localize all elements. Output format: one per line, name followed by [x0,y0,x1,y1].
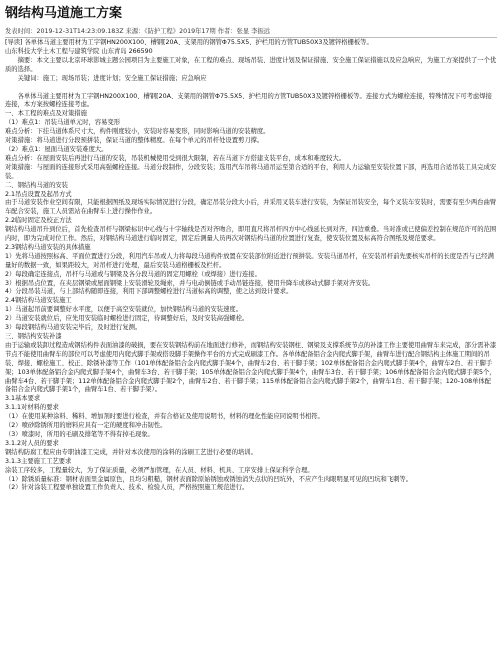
body-paragraph: 3.1.1对材料的要求 [5,404,59,412]
keywords: 关键词：施工；现场吊装；进度计划；安全施工保证措施；应急响应 [17,74,207,82]
body-paragraph: 2）每段确定连接点，吊杆与马道或与钢梁及各分段马道的固定用螺栓（或焊接）进行连接。 [5,270,261,278]
body-paragraph: （2）喷砂除锈所用的磨料应具有一定的硬度和冲击韧性。 [5,422,167,430]
body-paragraph: （1）在使用某种涂料、稀料、增加剂时要进行检查，并有合格证及使用说明书，材料的理化性能应同说明书相符。 [5,413,324,421]
body-paragraph: 3.1.2对人员的要求 [5,439,59,447]
body-paragraph: （2）针对涂装工程要单独设置工作负责人、技术、检验人员，严格按照施工规范进行。 [5,484,249,492]
body-paragraph: 3）根据吊点位置，在夹层钢梁或屋面钢梁上安装滑轮及绳索，并与电动倒链或手动吊链连接，使用升降车或移动式脚手架对齐安装。 [5,279,375,287]
body-paragraph: 4）分段吊装马道，与上部结构随即连接，利用下部调整螺栓进行马道标高的调整，使之达到设计要求。 [5,288,293,296]
body-paragraph: 钢结构防腐工程应由专职油漆工完成，并针对本次使用的涂料的涂刷工艺进行必要的培训。 [5,448,257,456]
body-paragraph: 由于运输或装卸过程造成钢结构件表面油漆的破损，要在安装钢结构前在地面进行修补，而钢结构安装钢柱、钢梁及支撑系统节点的补漆工作主要使用曲臂车来完成，部分需补漆节点不能使用曲臂车的部位可以考虑使用内爬式脚手架或搭设脚手架操作平台的方式完成刷漆工作。各单体配备铝合金内爬式脚手架，曲臂车进行配合钢结构主体施工期间的吊装、焊接、螺栓施工、校正、除锈补漆等工作（101单体配备铝合金内爬式脚手架4个，曲臂车2台、若干脚手架；102单体配备铝合金内爬式脚手架4个，曲臂车2台、若干脚手架；103单体配备铝合金内爬式脚手架4个，曲臂车3台、若干脚手架；105单体配备铝合金内爬式脚手架4个，曲臂车3台、若干脚手架；106单体配备铝合金内爬式脚手架5个，曲臂车4台、若干脚手架；112单体配备铝合金内爬式脚手架2个，曲臂车2台、若干脚手架；115单体配备铝合金内爬式脚手架2个，曲臂车1台、若干脚手架；120-108单体配备铝合金内爬式脚手架1个，曲臂车1台、若干脚手架）。 [5,341,497,394]
body-paragraph: 3.1.3主要施工工艺要求 [5,457,72,465]
body-paragraph: 各单体马道主要用材为工字钢HN200X100、槽钢[20A、支架用的钢管Φ75.5X5、护栏用的方管TUB50X3及镀锌格栅板等。连接方式为螺栓连接，特殊情况下可考虑焊接连接，本方案按螺栓连接考虑。 [5,92,492,109]
page-title: 钢结构马道施工方案 [5,6,123,21]
body-paragraph: 1）先将马道按照标高、平面位置进行分段，利用汽车吊或人力将每段马道构件放置在安装部位附近进行预拼装。安装马道吊杆，在安装吊杆前先要核实吊杆的长度是否与已经满量好的数据一致，如果距较大，对吊杆进行处理，最后安装马道格栅板及栏杆。 [5,252,494,269]
body-paragraph: 2.1吊点设置及起吊方式 [5,190,72,198]
article [5,6,497,493]
body-paragraph: 1）马道起吊前要调整好水平度，以便于高空安装就位，加快钢结构马道的安装速度。 [5,306,242,314]
body-paragraph: 3.1基本要求 [5,395,41,403]
body-paragraph: 2.4钢结构马道安装施工 [5,297,72,305]
body-paragraph: （3）喷漆时，所用的毛刷及排笔等不得有掉毛现象。 [5,430,154,438]
body-paragraph: 2.2临时固定及校正方法 [5,217,72,225]
body-paragraph: 三、钢结构安装补漆 [5,333,62,340]
body-paragraph: 3）每段钢结构马道安装完毕后，及时进行复测。 [5,324,142,332]
affiliation: 山东科技大学土木工程与建筑学院 山东青岛 266590 [5,47,153,55]
body-paragraph: 对策措施：将马道进行分段预拼装，保证马道的整体精度。在每个单元的吊杆处设置剪刀撑。 [5,137,264,145]
body-paragraph: 钢结构马道吊升到位后，首先检查吊杆与钢梁标识中心线与十字轴线是否对齐吻合，即用直尺将吊杆四方中心线延长到对齐，四边重叠。当对准或已使偏差控制在规范许可的范围内时，即为完成对位工作。然后，对钢结构马道进行临时固定，固定后测量人员再次对钢结构马道的位置进行复查，使安装位置及标高符合图纸及规范要求。 [5,226,497,243]
body-paragraph: 由于马道安装作业空间有限，只能根据图纸及现场实际情况进行分段，确定吊装分段大小后，并采用叉装车进行安装，为保证吊装安全，每个叉装车安装时，需要有至少两台曲臂车配合安装，施工人员需站在曲臂车上进行操作作业。 [5,199,497,216]
body-paragraph: 2）马道安装就位后，应先用安装临时螺栓进行固定，待调整好后，及时安装高强螺栓。 [5,315,249,323]
body-paragraph: 一、本工程的难点及对策措施 [5,110,87,118]
spacer [5,84,497,93]
body-paragraph: 二、钢结构马道的安装 [5,181,68,189]
body-paragraph: （2）难点1：屋面马道安装难度大。 [5,145,108,153]
divider [5,37,497,38]
abstract-block [5,39,497,84]
body-paragraph: 难点分析：在屋面安装后再进行马道的安装，吊装机械使用受到很大限制，若在马道下方搭建支装平台，成本和难度较大。 [5,154,346,162]
article-meta: 发表时间：2019-12-31T14:23:09.183Z 来源：《防护工程》2019年17期 作者：张显 李振远 [5,28,271,35]
body-paragraph: 难点分析：下挂马道体系尺寸大，构件刚度较小，安装时容易变形，同时影响马道的安装精度。 [5,128,270,136]
body-text [5,93,497,494]
body-paragraph: 2.3钢结构马道安装的具体措施 [5,243,91,251]
body-paragraph: 对策措施：与屋面的连接形式采用高强螺栓连接。马道分段制作，分段安装；选用汽车吊将马道吊运至第合适的平台，利用人力运输至安装位置下部，再选用合适吊装工具完成安装。 [5,163,497,180]
body-paragraph: （1）除锈质量标准：钢材表面里金属原色，且均匀粗糙，钢材表面除原始锈蚀或锈蚀消失点状的凹坑外，不应产生肉眼明显可见的凹坑和飞刺等。 [5,475,413,483]
body-paragraph: 涂装工序较多，工程量较大，为了保证质量，必须严加管理，在人员、材料、机具、工序安排上保证科学合理。 [5,466,314,474]
abstract: 摘要：本文主要以北京环球影城主题公园项目为主要施工对象，在工程的难点、现场吊装、进度计划及保证措施、安全施工保证措施以及应急响应，为施工方案提供了一个优质的选择。 [5,56,497,73]
guide-text: [导读] 各单体马道主要用材为工字钢HN200X100、槽钢[20A、支架用的钢管Φ75.5X5、护栏用的方管TUB50X3及镀锌格栅板等。 [5,39,373,46]
body-paragraph: （1）难点1：吊装马道单元时，容易变形 [5,119,121,127]
